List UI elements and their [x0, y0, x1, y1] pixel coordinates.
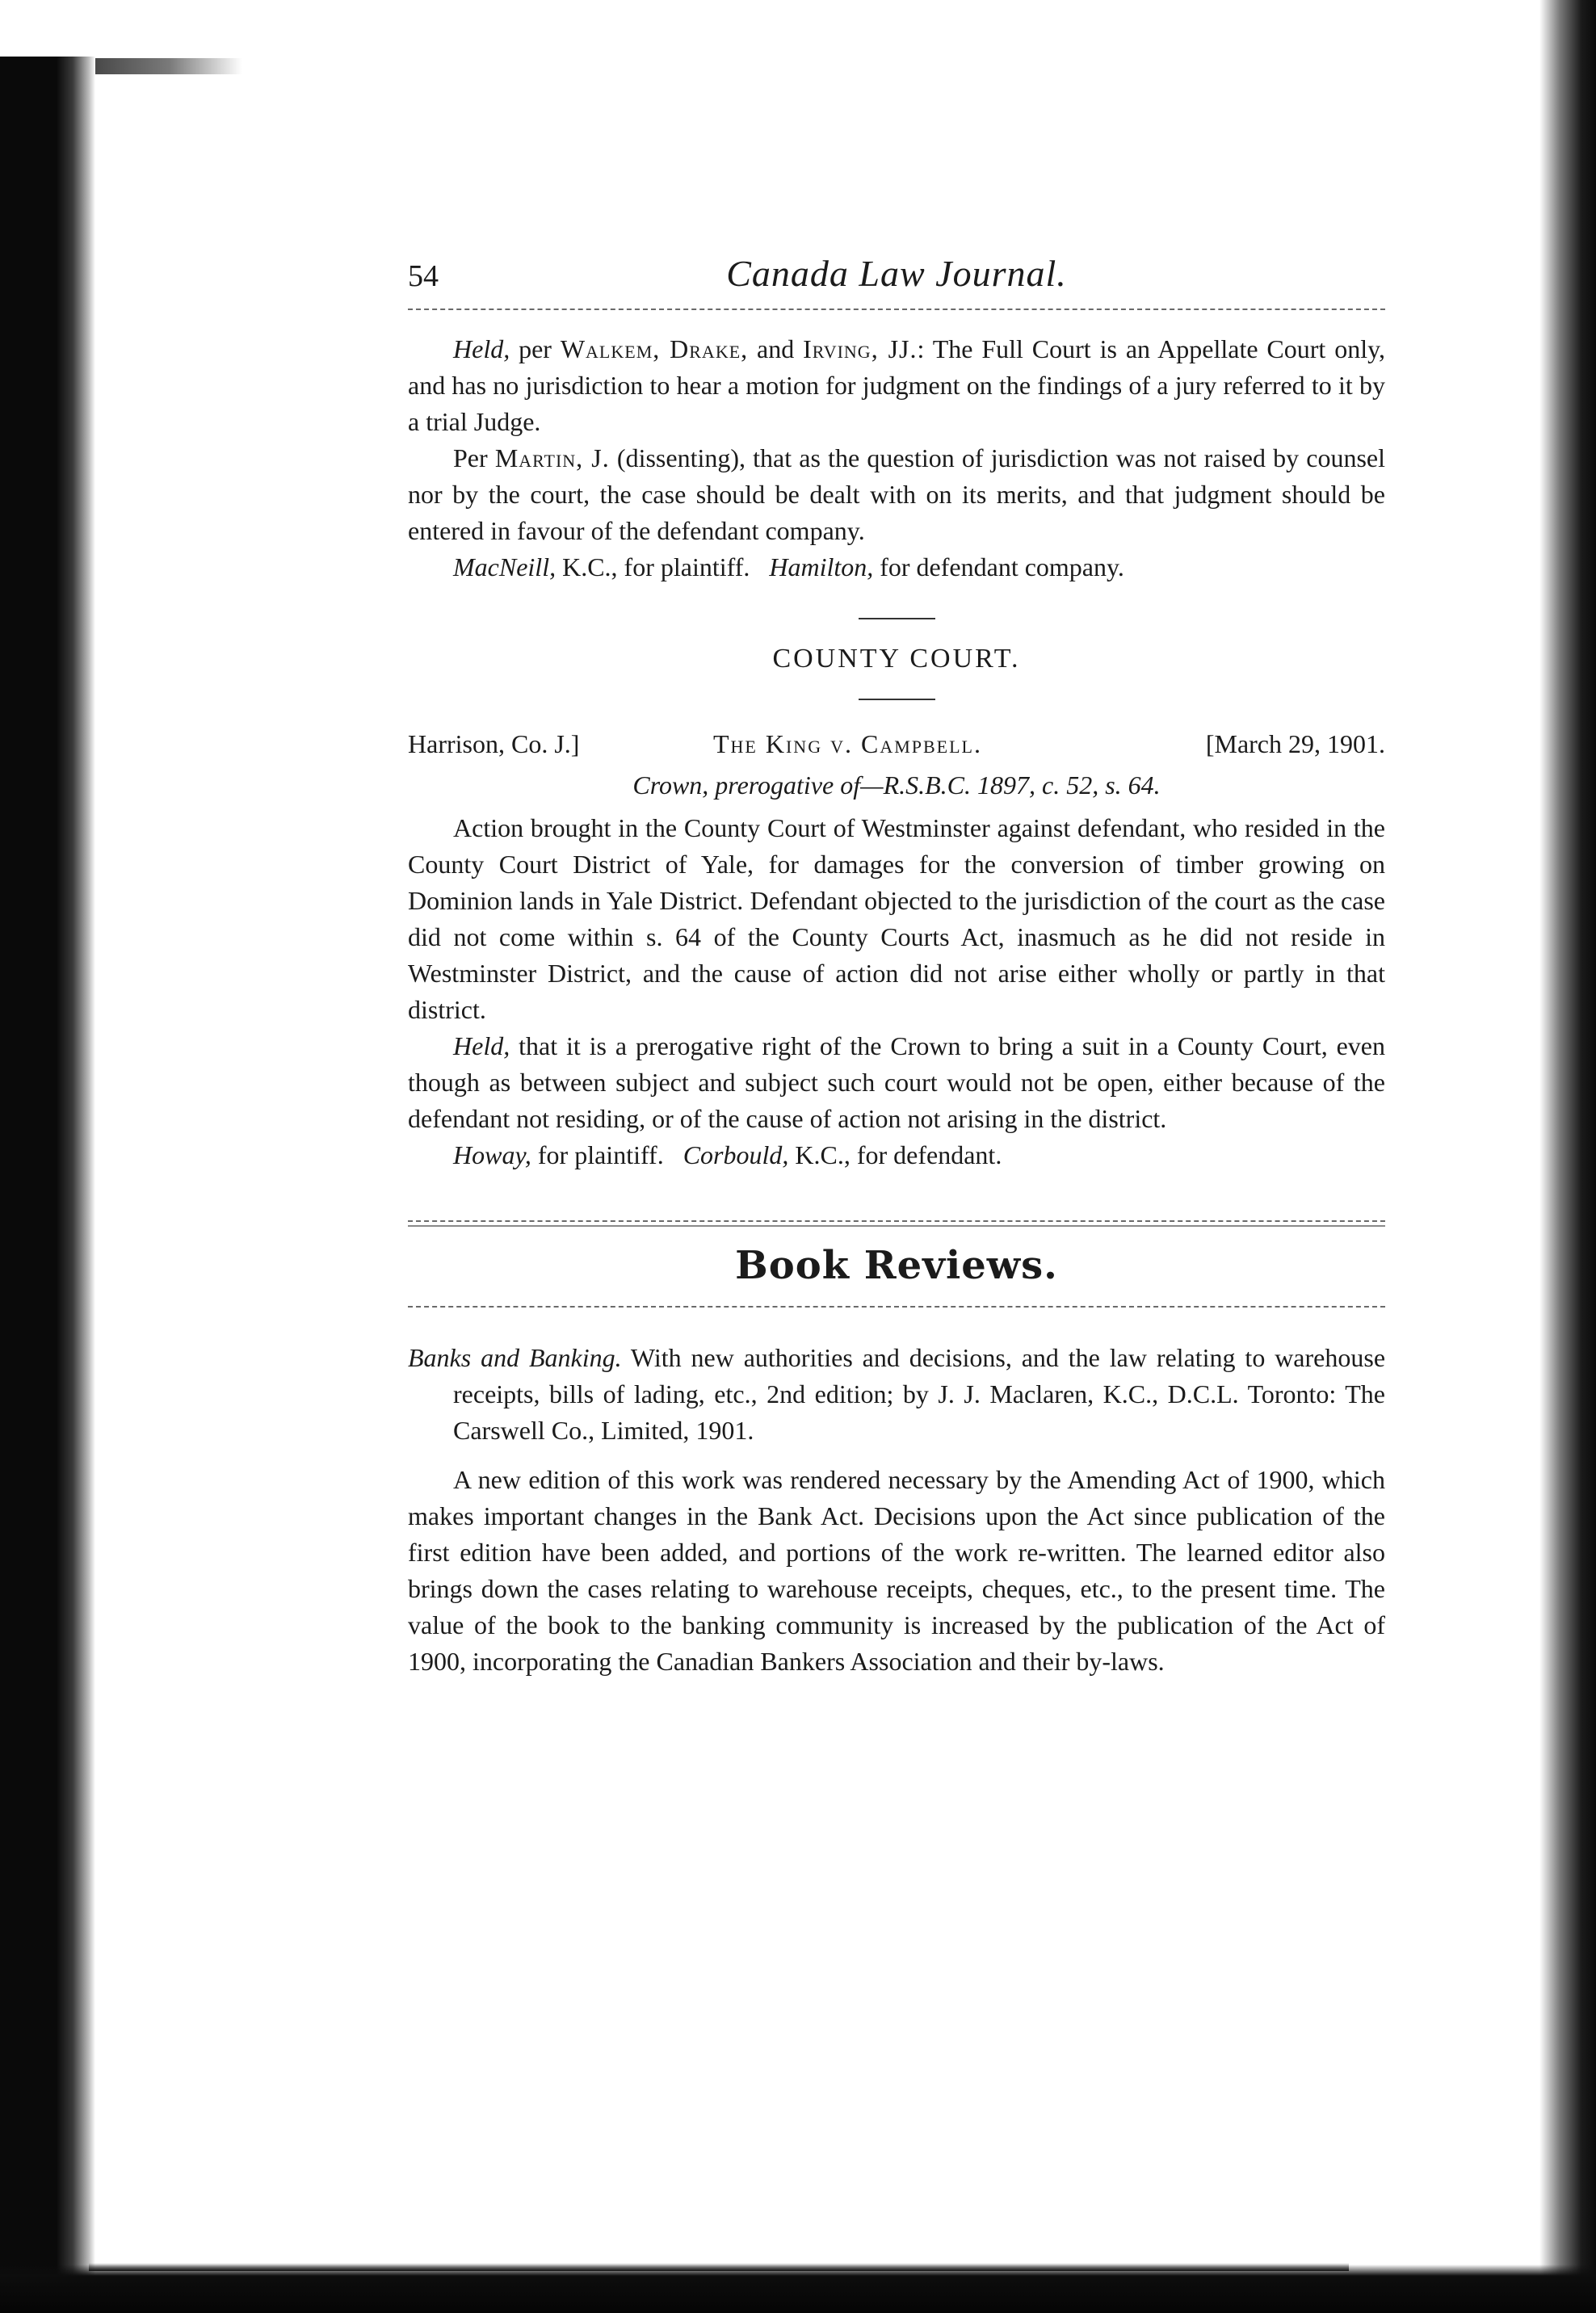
action-paragraph: Action brought in the County Court of Westminster against defendant, who resided in the County Court District of Yale, for damages for the conversion of timber growing on Dominion lands in Yale District. Defendant objected to the jurisdiction of the court as the case did not come within s. 64 of the County Courts Act, inasmuch as he did not reside in Westminster District, and the cause of action did not arise either wholly or partly in that district. — [408, 813, 1385, 1024]
counsel-defendant-text: K.C., for defendant. — [795, 1140, 1002, 1169]
county-court-body — [408, 810, 1385, 1173]
dissent-per: Per — [453, 443, 488, 472]
journal-title: Canada Law Journal. — [726, 253, 1067, 294]
book-reviews-body — [408, 1340, 1385, 1680]
journal-page — [408, 242, 1385, 1680]
dissent-text: (dissenting), that as the question of jurisdiction was not raised by counsel nor by the court, the case should be dealt with on its merits, and that judgment should be entered in favour of the defendant company. — [408, 443, 1386, 545]
section-divider — [859, 618, 935, 619]
case-headnote: Crown, prerogative of—R.S.B.C. 1897, c. 52, s. 64. — [632, 770, 1161, 800]
header-rule — [408, 309, 1385, 310]
held-text: : The Full Court is an Appellate Court only, and has no jurisdiction to hear a motion for judgment on the findings of a jury referred to it by a trial Judge. — [408, 334, 1386, 436]
review-paragraph: A new edition of this work was rendered necessary by the Amending Act of 1900, which makes important changes in the Bank Act. Decisions upon the Act since publication of the first edition have been added, and portions of the work re-written. The learned editor also brings down the cases relating to warehouse receipts, cheques, etc., to the present time. The value of the book to the banking community is increased by the publication of the Act of 1900, incorporating the Canadian Bankers Association and their by-laws. — [408, 1465, 1385, 1676]
counsel-plaintiff-name: MacNeill, — [453, 552, 556, 581]
counsel-defendant-name: Corbould, — [682, 1140, 789, 1169]
case-date: [March 29, 1901. — [1205, 729, 1385, 758]
section-divider — [859, 699, 935, 700]
book-entry — [408, 1340, 1385, 1449]
counsel-line — [408, 1137, 1385, 1173]
case-title: The King v. Campbell. — [713, 729, 982, 758]
county-court-heading: COUNTY COURT. — [772, 644, 1021, 674]
book-entry-title: Banks and Banking. — [408, 1343, 622, 1372]
case-continuation — [408, 331, 1385, 586]
held-paragraph — [408, 331, 1385, 440]
held-label: Held, — [453, 1031, 510, 1060]
held-paragraph — [408, 1028, 1385, 1137]
held-text: that it is a prerogative right of the Crown to bring a suit in a County Court, even though as between subject and subject such court would not be open, either because of the defendant not residing, or of the cause of action not arising in the district. — [408, 1031, 1386, 1133]
counsel-defendant-name: Hamilton, — [769, 552, 874, 581]
case-header — [408, 724, 1385, 763]
scan-bottom-border — [0, 2265, 1596, 2313]
book-reviews-heading: Book Reviews. — [735, 1243, 1058, 1288]
reviews-top-rule-2 — [408, 1225, 1385, 1227]
running-head — [408, 242, 1385, 307]
case-court: Harrison, Co. J.] — [408, 729, 580, 758]
scan-top-margin — [0, 0, 1596, 58]
dissent-judge: Martin, J. — [494, 443, 610, 472]
dissent-paragraph — [408, 440, 1385, 549]
held-per: per — [519, 334, 552, 363]
book-entry-text: With new authorities and decisions, and the law relating to warehouse receipts, bills of lading, etc., 2nd edition; by J. J. Maclaren, K.C., D.C.L. Toronto: The Carswell Co., Limited, 1901. — [453, 1343, 1386, 1445]
counsel-defendant-text: for defendant company. — [880, 552, 1124, 581]
counsel-plaintiff-name: Howay, — [453, 1140, 531, 1169]
page-number: 54 — [408, 259, 439, 293]
scan-right-border — [1539, 0, 1596, 2313]
held-label: Held, — [453, 334, 510, 363]
judge-irving: Irving, JJ. — [803, 334, 918, 363]
reviews-top-rule — [408, 1220, 1385, 1222]
reviews-bottom-rule — [408, 1306, 1385, 1308]
scan-left-border — [0, 57, 95, 2313]
held-and: and — [757, 334, 795, 363]
counsel-plaintiff-text: K.C., for plaintiff. — [562, 552, 750, 581]
counsel-line — [408, 549, 1385, 586]
judges-names: Walkem, Drake, — [560, 334, 749, 363]
counsel-plaintiff-text: for plaintiff. — [537, 1140, 664, 1169]
